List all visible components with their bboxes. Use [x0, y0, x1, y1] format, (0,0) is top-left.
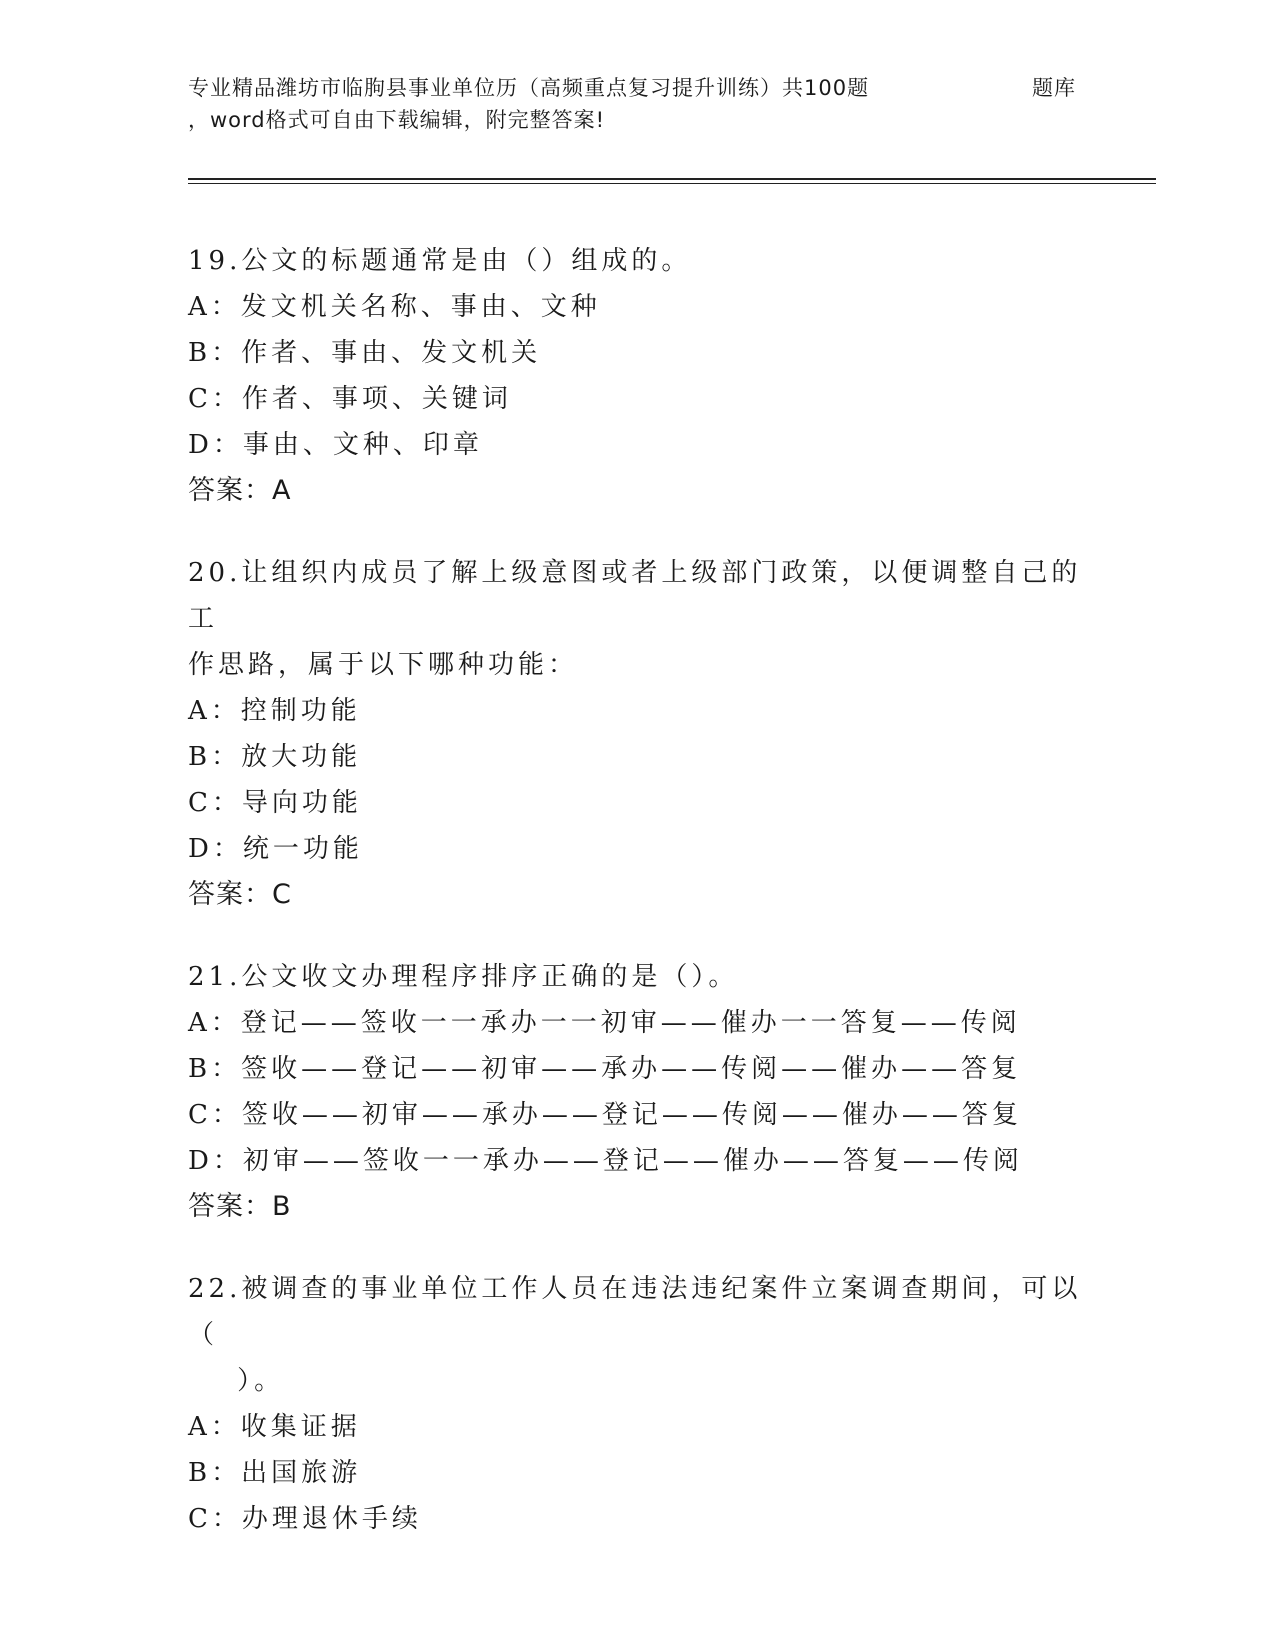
- option-b: B：签收——登记——初审——承办——传阅——催办——答复: [188, 1054, 1022, 1084]
- question-stem: 20.让组织内成员了解上级意图或者上级部门政策，以便调整自己的工 作思路，属于以下哪种功能：: [188, 558, 1082, 680]
- question-stem: 19.公文的标题通常是由（）组成的。: [188, 246, 692, 276]
- answer-line: 答案：A: [188, 475, 292, 506]
- option-a: A：发文机关名称、事由、文种: [188, 292, 601, 322]
- question-stem: 22.被调查的事业单位工作人员在违法违纪案件立案调查期间，可以（ ）。: [188, 1274, 1082, 1396]
- option-a: A：控制功能: [188, 696, 361, 726]
- option-c: C：导向功能: [188, 788, 362, 818]
- option-d: D：初审——签收一一承办——登记——催办——答复——传阅: [188, 1146, 1023, 1176]
- header-title: 专业精品潍坊市临朐县事业单位历（高频重点复习提升训练）共100题: [188, 76, 870, 100]
- option-a: A：收集证据: [188, 1412, 361, 1442]
- header-line-1: [188, 72, 1118, 104]
- question-list: [188, 238, 1088, 1578]
- option-a: A：登记——签收一一承办一一初审——催办一一答复——传阅: [188, 1008, 1021, 1038]
- option-b: B：放大功能: [188, 742, 362, 772]
- question-stem: 21.公文收文办理程序排序正确的是（）。: [188, 962, 739, 992]
- header-divider-thick: [188, 178, 1156, 180]
- header-line-2: ，word格式可自由下载编辑，附完整答案!: [188, 108, 606, 132]
- option-d: D：统一功能: [188, 834, 363, 864]
- option-c: C：办理退休手续: [188, 1504, 422, 1534]
- question-22: [188, 1266, 1088, 1542]
- option-c: C：签收——初审——承办——登记——传阅——催办——答复: [188, 1100, 1022, 1130]
- option-b: B：作者、事由、发文机关: [188, 338, 542, 368]
- question-19: [188, 238, 1088, 514]
- question-21: [188, 954, 1088, 1230]
- header-tag: 题库: [1032, 76, 1076, 100]
- header-divider-thin: [188, 183, 1156, 184]
- page-header: [188, 72, 1118, 136]
- option-b: B：出国旅游: [188, 1458, 362, 1488]
- option-d: D：事由、文种、印章: [188, 430, 483, 460]
- option-c: C：作者、事项、关键词: [188, 384, 512, 414]
- question-20: [188, 550, 1088, 918]
- answer-line: 答案：C: [188, 879, 292, 910]
- answer-line: 答案：B: [188, 1191, 292, 1222]
